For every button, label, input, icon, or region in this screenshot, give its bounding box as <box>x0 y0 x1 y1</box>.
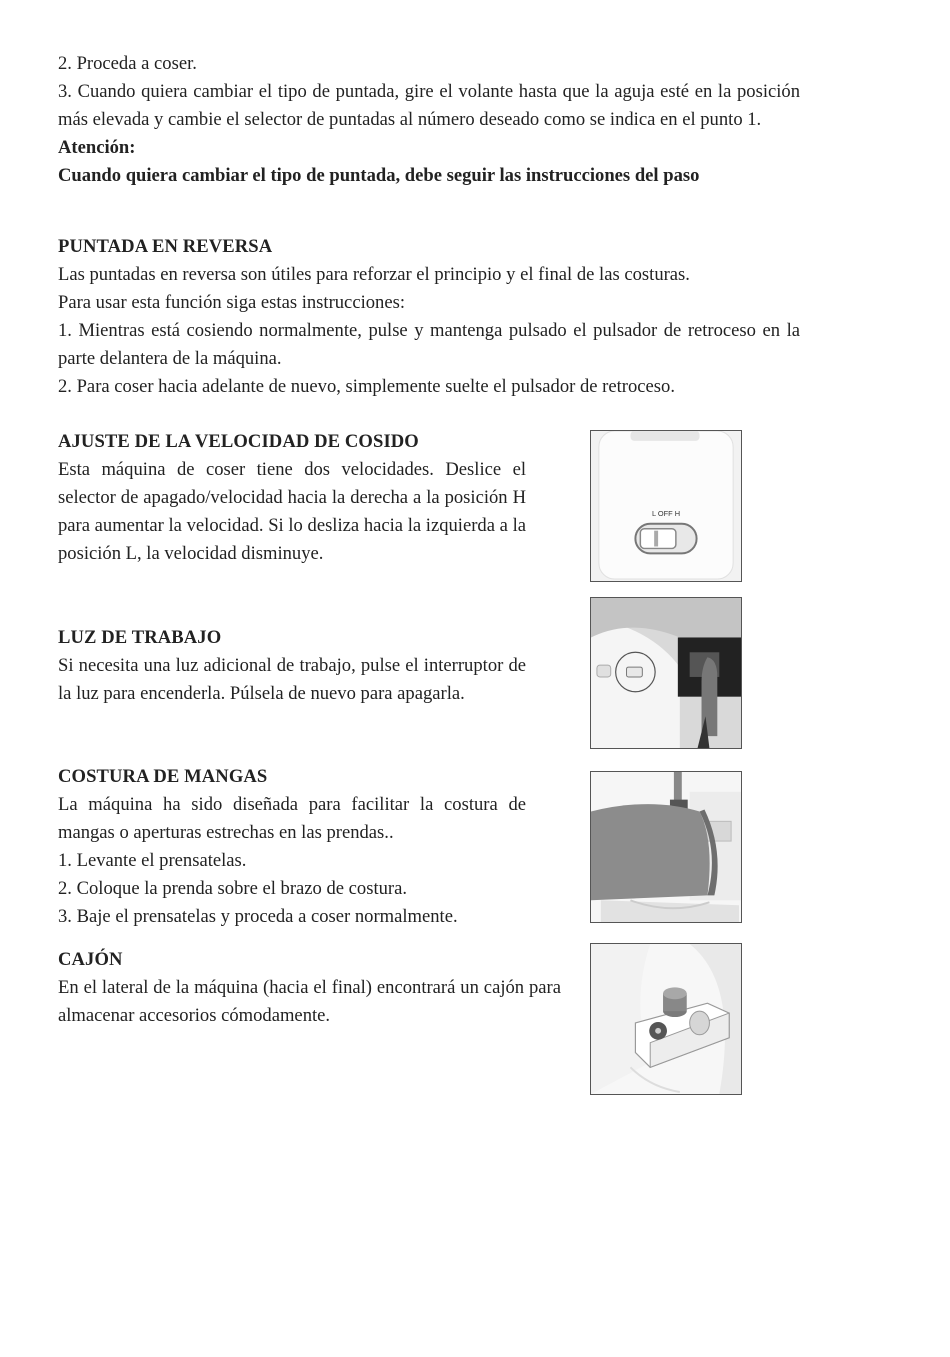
switch-label: L OFF H <box>651 508 681 518</box>
drawer-photo <box>590 943 742 1095</box>
speed-title: AJUSTE DE LA VELOCIDAD DE COSIDO <box>58 431 419 452</box>
speed-switch-photo <box>590 430 742 582</box>
light-section <box>58 624 526 708</box>
sleeves-title: COSTURA DE MANGAS <box>58 766 268 787</box>
speed-text: Esta máquina de coser tiene dos velocidades. Deslice el selector de apagado/velocidad hacia la derecha a la posición H para aumentar la velocidad. Si lo desliza hacia la izquierda a la posición L, la velocidad disminuye. <box>58 459 526 564</box>
attention-title: Atención: <box>58 137 136 158</box>
drawer-section <box>58 946 561 1030</box>
intro-step-3: 3. Cuando quiera cambiar el tipo de puntada, gire el volante hasta que la aguja esté en la posición más elevada y cambie el selector de puntadas al número deseado como se indica en el punto 1. <box>58 81 800 130</box>
sleeves-step-3: 3. Baje el prensatelas y proceda a coser normalmente. <box>58 906 458 927</box>
light-switch-photo <box>590 597 742 749</box>
attention-text: Cuando quiera cambiar el tipo de puntada, debe seguir las instrucciones del paso <box>58 165 700 186</box>
sleeves-text: La máquina ha sido diseñada para facilitar la costura de mangas o aperturas estrechas en las prendas.. <box>58 794 526 843</box>
sleeves-step-1: 1. Levante el prensatelas. <box>58 850 247 871</box>
light-title: LUZ DE TRABAJO <box>58 627 222 648</box>
drawer-title: CAJÓN <box>58 949 123 970</box>
reverse-step-1: 1. Mientras está cosiendo normalmente, pulse y mantenga pulsado el pulsador de retroceso en la parte delantera de la máquina. <box>58 320 800 369</box>
reverse-title: PUNTADA EN REVERSA <box>58 236 273 257</box>
reverse-step-2: 2. Para coser hacia adelante de nuevo, simplemente suelte el pulsador de retroceso. <box>58 376 675 397</box>
sleeves-step-2: 2. Coloque la prenda sobre el brazo de costura. <box>58 878 408 899</box>
sleeves-section <box>58 763 526 931</box>
drawer-text: En el lateral de la máquina (hacia el final) encontrará un cajón para almacenar accesorios cómodamente. <box>58 977 561 1026</box>
reverse-paragraph-2: Para usar esta función siga estas instrucciones: <box>58 292 405 313</box>
sleeve-sewing-photo <box>590 771 742 923</box>
light-text: Si necesita una luz adicional de trabajo, pulse el interruptor de la luz para encenderla. Púlsela de nuevo para apagarla. <box>58 655 526 704</box>
intro-section <box>58 50 800 190</box>
intro-step-2: 2. Proceda a coser. <box>58 53 197 74</box>
speed-section <box>58 428 526 568</box>
reverse-section <box>58 233 800 401</box>
reverse-paragraph-1: Las puntadas en reversa son útiles para reforzar el principio y el final de las costuras. <box>58 264 690 285</box>
